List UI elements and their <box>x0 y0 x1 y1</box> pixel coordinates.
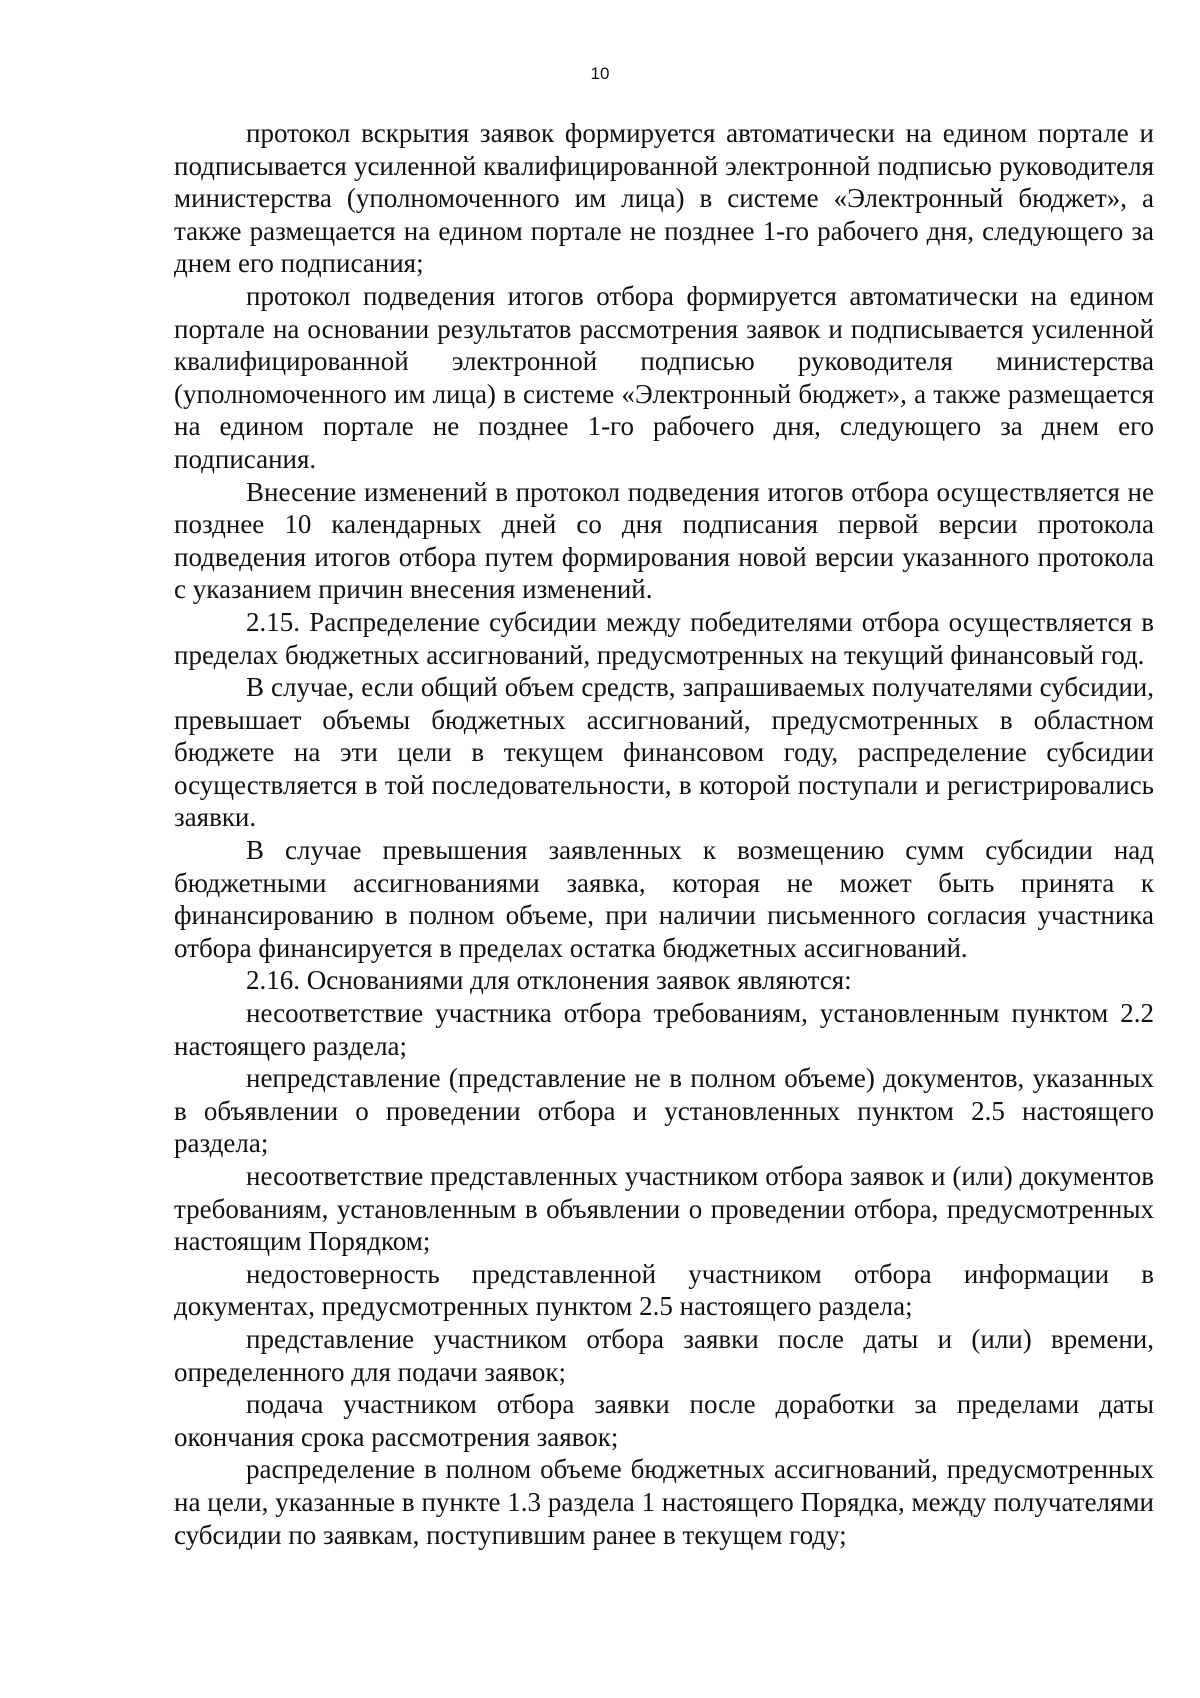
list-item-rejection-reason: подача участником отбора заявки после доработки за пределами даты окончания срока рассмотрения заявок; <box>174 1389 1154 1452</box>
list-item-rejection-reason: распределение в полном объеме бюджетных ассигнований, предусмотренных на цели, указанные в пункте 1.3 раздела 1 настоящего Порядка, между получателями субсидии по заявкам, поступившим ранее в текущем году; <box>174 1454 1154 1550</box>
list-item-rejection-reason: несоответствие участника отбора требованиям, установленным пунктом 2.2 настоящего раздела; <box>174 998 1154 1061</box>
paragraph-opening-protocol: протокол вскрытия заявок формируется автоматически на едином портале и подписывается усиленной квалифицированной электронной подписью руководителя министерства (уполномоченного им лица) в системе «Электронный бюджет», а также размещается на едином портале не позднее 1-го рабочего дня, следующего за днем его подписания; <box>174 118 1154 279</box>
paragraph-results-protocol: протокол подведения итогов отбора формируется автоматически на едином портале на основании результатов рассмотрения заявок и подписывается усиленной квалифицированной электронной подписью руководителя министерства (уполномоченного им лица) в системе «Электронный бюджет», а также размещается на едином портале не позднее 1-го рабочего дня, следующего за днем его подписания. <box>174 280 1154 474</box>
page-number: 10 <box>590 64 610 83</box>
paragraph-clause-2-15: 2.15. Распределение субсидии между победителями отбора осуществляется в пределах бюджетных ассигнований, предусмотренных на текущий финансовый год. <box>174 606 1154 670</box>
list-item-rejection-reason: несоответствие представленных участником отбора заявок и (или) документов требованиям, установленным в объявлении о проведении отбора, предусмотренных настоящим Порядком; <box>174 1161 1154 1257</box>
paragraph-clause-2-16: 2.16. Основаниями для отклонения заявок являются: <box>246 965 852 996</box>
document-body <box>174 117 1154 1551</box>
list-item-rejection-reason: непредставление (представление не в полном объеме) документов, указанных в объявлении о проведении отбора и установленных пунктом 2.5 настоящего раздела; <box>174 1063 1154 1159</box>
paragraph-protocol-changes: Внесение изменений в протокол подведения итогов отбора осуществляется не позднее 10 календарных дней со дня подписания первой версии протокола подведения итогов отбора путем формирования новой версии указанного протокола с указанием причин внесения изменений. <box>174 476 1154 605</box>
list-item-rejection-reason: представление участником отбора заявки после даты и (или) времени, определенного для подачи заявок; <box>174 1323 1154 1387</box>
paragraph-excess-amounts: В случае превышения заявленных к возмещению сумм субсидии над бюджетными ассигнованиями заявка, которая не может быть принята к финансированию в полном объеме, при наличии письменного согласия участника отбора финансируется в пределах остатка бюджетных ассигнований. <box>174 835 1154 963</box>
list-item-rejection-reason: недостоверность представленной участником отбора информации в документах, предусмотренных пунктом 2.5 настоящего раздела; <box>174 1258 1154 1322</box>
paragraph-distribution-order: В случае, если общий объем средств, запрашиваемых получателями субсидии, превышает объемы бюджетных ассигнований, предусмотренных в областном бюджете на эти цели в текущем финансовом году, распределение субсидии осуществляется в той последовательности, в которой поступали и регистрировались заявки. <box>174 672 1154 833</box>
